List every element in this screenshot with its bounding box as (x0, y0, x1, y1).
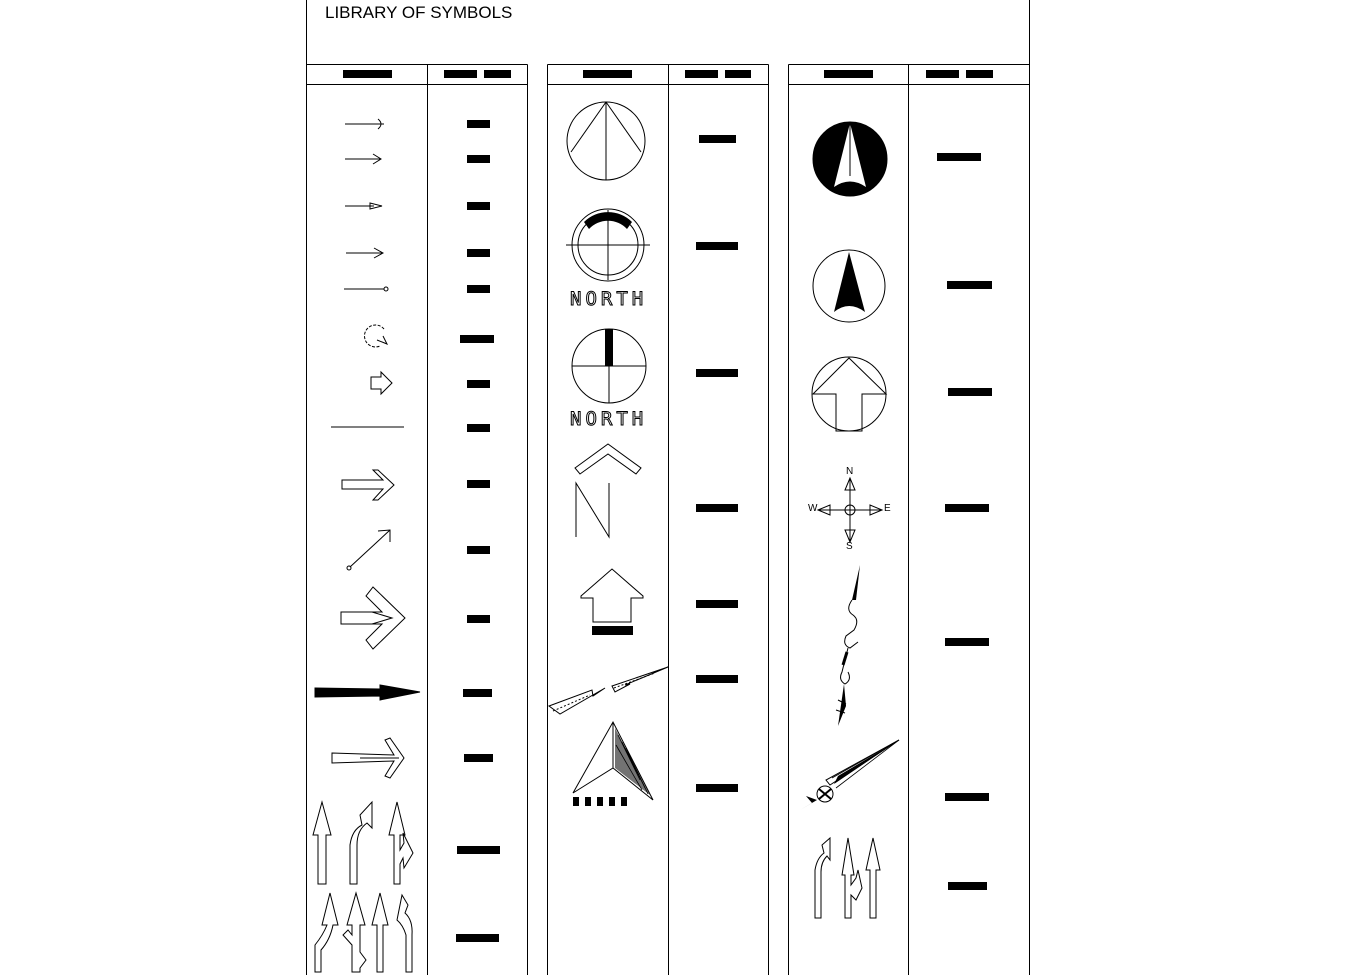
circle-north-arrow-icon (567, 102, 645, 180)
header-redaction-bar (685, 70, 718, 78)
description-bar (945, 638, 989, 646)
double-line-arrow-icon (342, 470, 394, 500)
compass-s-label: S (846, 541, 853, 552)
hatched-triangle-north-icon (573, 722, 653, 806)
diagonal-leader-arrow-icon (347, 530, 390, 570)
description-bar (699, 135, 736, 143)
description-bar (937, 153, 981, 161)
header-redaction-bar (926, 70, 959, 78)
lightning-north-icon (549, 667, 668, 714)
description-bars-column-3 (937, 153, 992, 890)
header-redaction-bar (484, 70, 511, 78)
circle-filled-arrow-icon (813, 250, 885, 322)
description-bar (457, 846, 500, 854)
description-bar (464, 754, 493, 762)
north-label: NORTH (570, 408, 648, 430)
description-bar (696, 600, 738, 608)
tapered-outline-arrow-icon (332, 738, 404, 778)
diagonal-ornate-needle-icon (800, 740, 899, 810)
chevron-n-icon (575, 444, 641, 537)
description-bar (945, 504, 989, 512)
filled-tapered-arrow-icon (315, 685, 420, 700)
single-arrow-thin-icon (345, 154, 381, 164)
description-bar (467, 480, 490, 488)
description-bar (456, 934, 499, 942)
compass-e-label: E (884, 503, 891, 514)
header-redaction-bar (966, 70, 993, 78)
north-label: NORTH (570, 288, 648, 310)
compass-n-label: N (846, 466, 854, 477)
description-bar (696, 784, 738, 792)
description-bar (467, 155, 490, 163)
description-bar (945, 793, 989, 801)
description-bar (948, 388, 992, 396)
single-arrow-triangle-icon (345, 203, 382, 209)
lane-arrows-icon (313, 802, 413, 884)
line-dot-end-icon (344, 287, 388, 291)
description-bars-column-1 (456, 120, 500, 942)
header-redaction-bar (343, 70, 392, 78)
black-disc-north-icon (813, 122, 887, 196)
header-redaction-bar (444, 70, 477, 78)
quartered-north-icon (572, 329, 646, 403)
description-bar (467, 380, 490, 388)
curved-arrow-icon (364, 325, 387, 347)
single-arrow-open-icon (345, 119, 384, 129)
description-bar (460, 335, 494, 343)
up-arrow-house-icon (581, 569, 643, 635)
lane-merge-arrows-icon (315, 893, 412, 972)
block-arrow-icon (371, 372, 392, 394)
description-bar (948, 882, 987, 890)
single-arrow-barbed-icon (346, 248, 383, 258)
table-column-3 (789, 65, 1030, 975)
header-redaction-bar (583, 70, 632, 78)
description-bar (467, 615, 490, 623)
description-bars-column-2 (696, 135, 738, 792)
description-bar (463, 689, 492, 697)
crosshair-north-icon (566, 209, 650, 281)
header-redaction-bar (725, 70, 751, 78)
description-bar (467, 249, 490, 257)
description-bar (696, 675, 738, 683)
description-bar (467, 202, 490, 210)
description-bar (467, 424, 490, 432)
description-bar (947, 281, 992, 289)
compass-rose-icon (808, 466, 891, 552)
ornate-needle-icon (836, 565, 860, 726)
description-bar (696, 369, 738, 377)
circle-up-arrow-icon (812, 357, 886, 431)
compass-w-label: W (808, 503, 818, 514)
description-bar (467, 120, 490, 128)
table-column-2 (548, 65, 769, 975)
large-double-arrow-icon (341, 587, 405, 649)
table-column-1 (307, 65, 528, 975)
sheet-title: LIBRARY OF SYMBOLS (325, 3, 513, 22)
description-bar (696, 242, 738, 250)
description-bar (467, 285, 490, 293)
description-bar (696, 504, 738, 512)
header-redaction-bar (824, 70, 873, 78)
three-lane-arrows-icon (815, 838, 880, 918)
description-bar (467, 546, 490, 554)
